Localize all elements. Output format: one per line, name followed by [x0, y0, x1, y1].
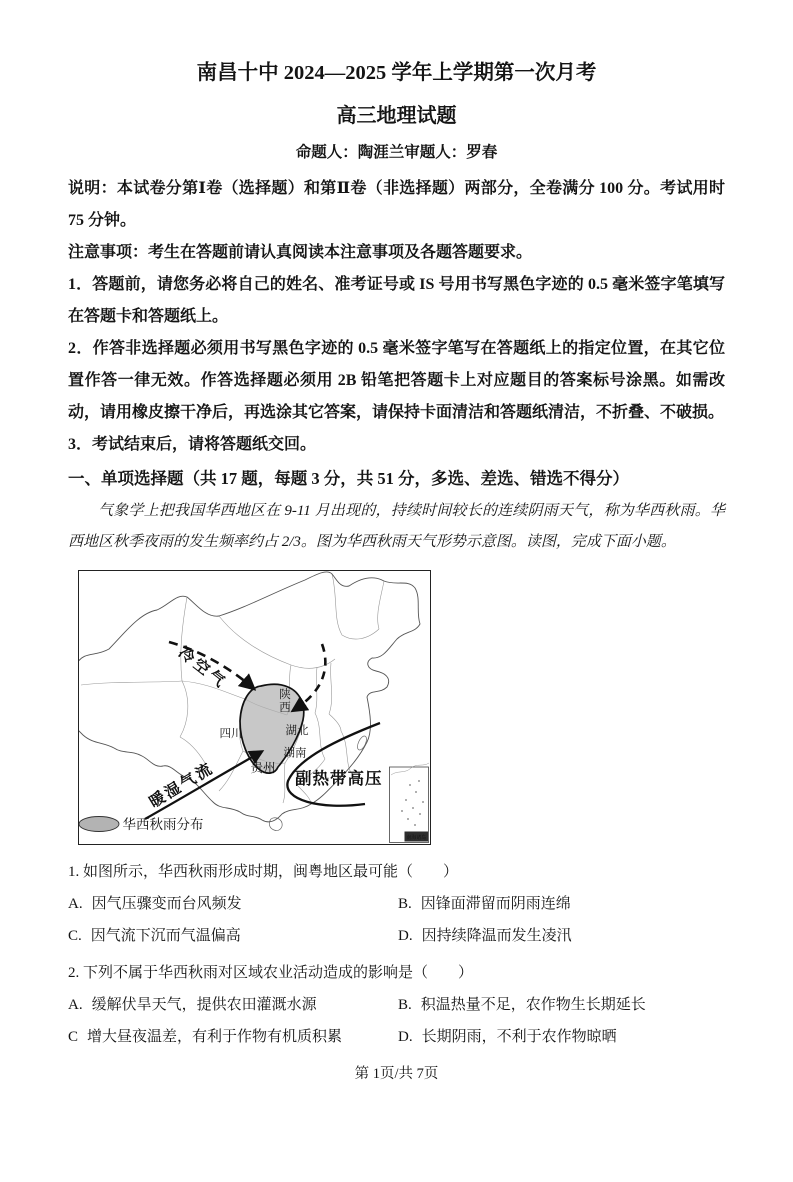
option-1b-label: B. — [398, 896, 412, 912]
instruction-item-2: 2．作答非选择题必须用书写黑色字迹的 0.5 毫米签字笔写在答题纸上的指定位置，在其它位置作答一律无效。作答选择题必须用 2B 铅笔把答题卡上对应题目的答案标号涂黑。如需改动，请用橡皮擦干净后，再选涂其它答案，请保持卡面清洁和答题纸清洁，不折叠、不破损。 — [68, 340, 725, 421]
south-china-sea-inset — [390, 763, 430, 843]
option-2c-label: C — [68, 1029, 79, 1045]
page-subtitle: 高三地理试题 — [336, 105, 457, 127]
option-2b — [398, 990, 646, 1021]
guizhou-label: 贵州 — [250, 761, 276, 775]
question-2-options-row-1 — [68, 990, 725, 1021]
option-1c — [68, 921, 398, 952]
china-weather-map — [79, 571, 429, 843]
option-1b — [398, 889, 571, 920]
question-1-options-row-2 — [68, 921, 725, 952]
option-2b-text: 积温热量不足，农作物生长期延长 — [420, 997, 646, 1013]
option-2c — [68, 1022, 398, 1053]
option-2a-label: A. — [68, 997, 83, 1013]
legend-label: 华西秋雨分布 — [122, 817, 204, 832]
exam-summary: 说明：本试卷分第Ⅰ卷（选择题）和第Ⅱ卷（非选择题）两部分，全卷满分 100 分。考试用时 75 分钟。 — [68, 180, 725, 229]
question-1-stem: 1. 如图所示，华西秋雨形成时期，闽粤地区最可能（ ） — [68, 864, 459, 880]
question-1-options-row-1 — [68, 889, 725, 920]
legend-swatch — [79, 817, 119, 832]
cold-air-label: 冷空气 — [174, 644, 231, 693]
weather-map-figure — [78, 570, 431, 845]
shaanxi-label-bottom: 西 — [279, 702, 291, 714]
subtropical-high-label: 副热带高压 — [295, 769, 383, 788]
warm-moist-label: 暖湿气流 — [146, 759, 217, 812]
exam-page — [0, 60, 793, 1083]
inset-caption: 南海诸岛 — [406, 836, 427, 841]
page-number: 第 1页/共 7页 — [354, 1066, 439, 1082]
hubei-label: 湖北 — [285, 725, 309, 737]
option-2b-label: B. — [398, 997, 412, 1013]
section-heading: 一、单项选择题（共 17 题，每题 3 分，共 51 分，多选、差选、错选不得分） — [68, 469, 629, 488]
hunan-label: 湖南 — [283, 747, 307, 760]
option-2a — [68, 990, 398, 1021]
option-1a-label: A. — [68, 896, 83, 912]
reading-passage: 气象学上把我国华西地区在 9-11 月出现的，持续时间较长的连续阴雨天气，称为华西秋雨。华西地区秋季夜雨的发生频率约占 2/3。图为华西秋雨天气形势示意图。读图，完成下面小题。 — [68, 503, 725, 550]
question-2-options-row-2 — [68, 1022, 725, 1053]
shaanxi-label-top: 陕 — [279, 689, 291, 701]
instruction-item-1: 1．答题前，请您务必将自己的姓名、准考证号或 IS 号用书写黑色字迹的 0.5 毫米签字笔填写在答题卡和答题纸上。 — [68, 276, 725, 325]
option-1a-text: 因气压骤变而台风频发 — [91, 896, 242, 912]
option-2a-text: 缓解伏旱天气，提供农田灌溉水源 — [91, 997, 317, 1013]
option-2d-text: 长期阴雨，不利于农作物晾晒 — [421, 1029, 617, 1045]
option-2c-text: 增大昼夜温差，有利于作物有机质积累 — [87, 1029, 343, 1045]
option-1c-label: C. — [68, 928, 82, 944]
page-title: 南昌十中 2024—2025 学年上学期第一次月考 — [196, 62, 597, 84]
sichuan-label: 四川 — [219, 728, 243, 740]
option-1d — [398, 921, 572, 952]
authors-line: 命题人：陶涯兰审题人：罗春 — [295, 144, 498, 161]
option-1b-text: 因锋面滞留而阴雨连绵 — [420, 896, 571, 912]
instruction-item-3: 3．考试结束后，请将答题纸交回。 — [68, 436, 317, 453]
notice-line: 注意事项：考生在答题前请认真阅读本注意事项及各题答题要求。 — [68, 244, 533, 261]
option-2d-label: D. — [398, 1029, 413, 1045]
option-1d-text: 因持续降温而发生凌汛 — [421, 928, 572, 944]
question-2-stem: 2. 下列不属于华西秋雨对区域农业活动造成的影响是（ ） — [68, 965, 474, 981]
option-1a — [68, 889, 398, 920]
option-2d — [398, 1022, 617, 1053]
legend — [79, 816, 204, 832]
option-1c-text: 因气流下沉而气温偏高 — [90, 928, 241, 944]
option-1d-label: D. — [398, 928, 413, 944]
